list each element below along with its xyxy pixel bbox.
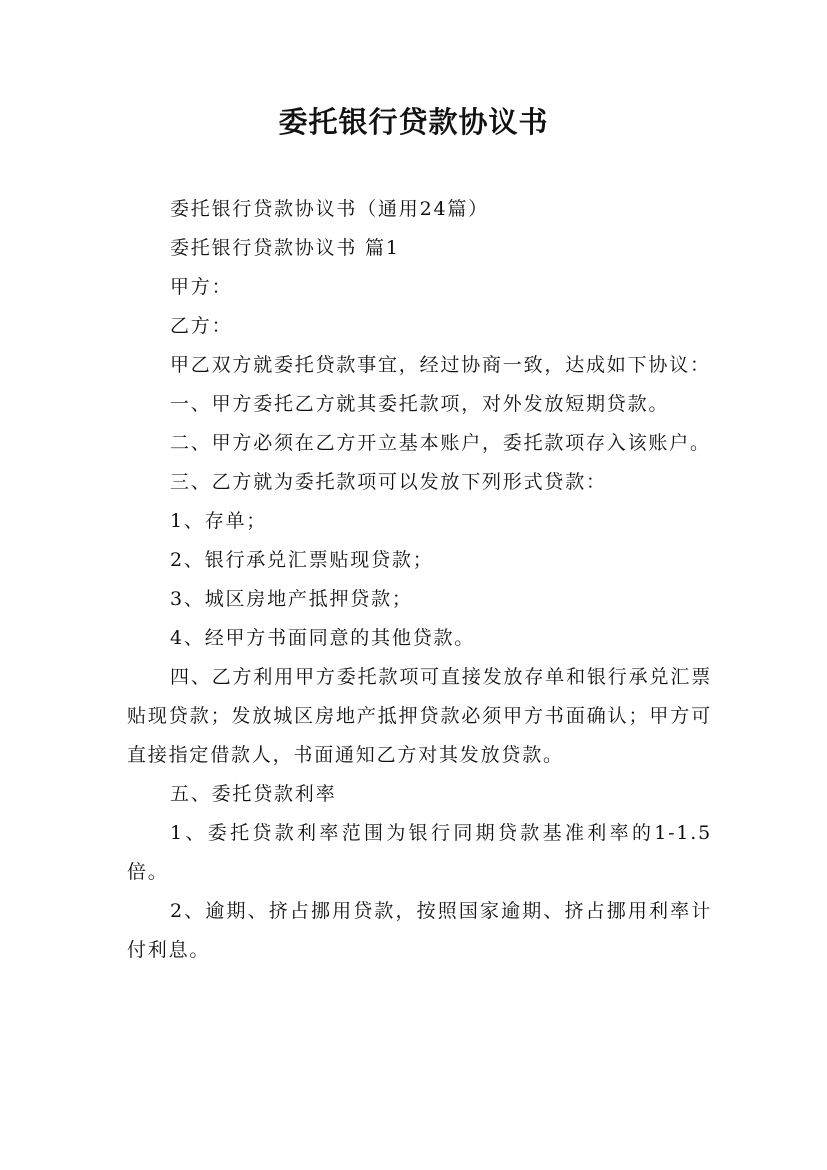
document-body <box>127 190 712 970</box>
paragraph-clause-3-item-2: 2、银行承兑汇票贴现贷款； <box>170 549 434 571</box>
paragraph-preamble: 甲乙双方就委托贷款事宜，经过协商一致，达成如下协议： <box>170 354 711 376</box>
paragraph-clause-2: 二、甲方必须在乙方开立基本账户，委托款项存入该账户。 <box>170 432 711 454</box>
paragraph-part-heading: 委托银行贷款协议书 篇1 <box>170 237 400 259</box>
paragraph-clause-3-item-3: 3、城区房地产抵押贷款； <box>170 588 413 610</box>
paragraph-clause-4: 四、乙方利用甲方委托款项可直接发放存单和银行承兑汇票贴现贷款；发放城区房地产抵押贷款必须甲方书面确认；甲方可直接指定借款人，书面通知乙方对其发放贷款。 <box>127 666 712 766</box>
paragraph-clause-3-item-4: 4、经甲方书面同意的其他贷款。 <box>170 627 476 649</box>
paragraph-clause-5: 五、委托贷款利率 <box>170 783 337 805</box>
paragraph-subtitle: 委托银行贷款协议书（通用24篇） <box>170 198 489 220</box>
paragraph-party-a: 甲方： <box>170 276 233 298</box>
paragraph-clause-5-item-2: 2、逾期、挤占挪用贷款，按照国家逾期、挤占挪用利率计付利息。 <box>127 900 712 961</box>
paragraph-party-b: 乙方： <box>170 315 233 337</box>
document-title: 委托银行贷款协议书 <box>278 105 549 139</box>
paragraph-clause-3: 三、乙方就为委托款项可以发放下列形式贷款： <box>170 471 607 493</box>
paragraph-clause-1: 一、甲方委托乙方就其委托款项，对外发放短期贷款。 <box>170 393 670 415</box>
paragraph-clause-3-item-1: 1、存单； <box>170 510 268 532</box>
paragraph-clause-5-item-1: 1、委托贷款利率范围为银行同期贷款基准利率的1-1.5倍。 <box>127 822 712 883</box>
